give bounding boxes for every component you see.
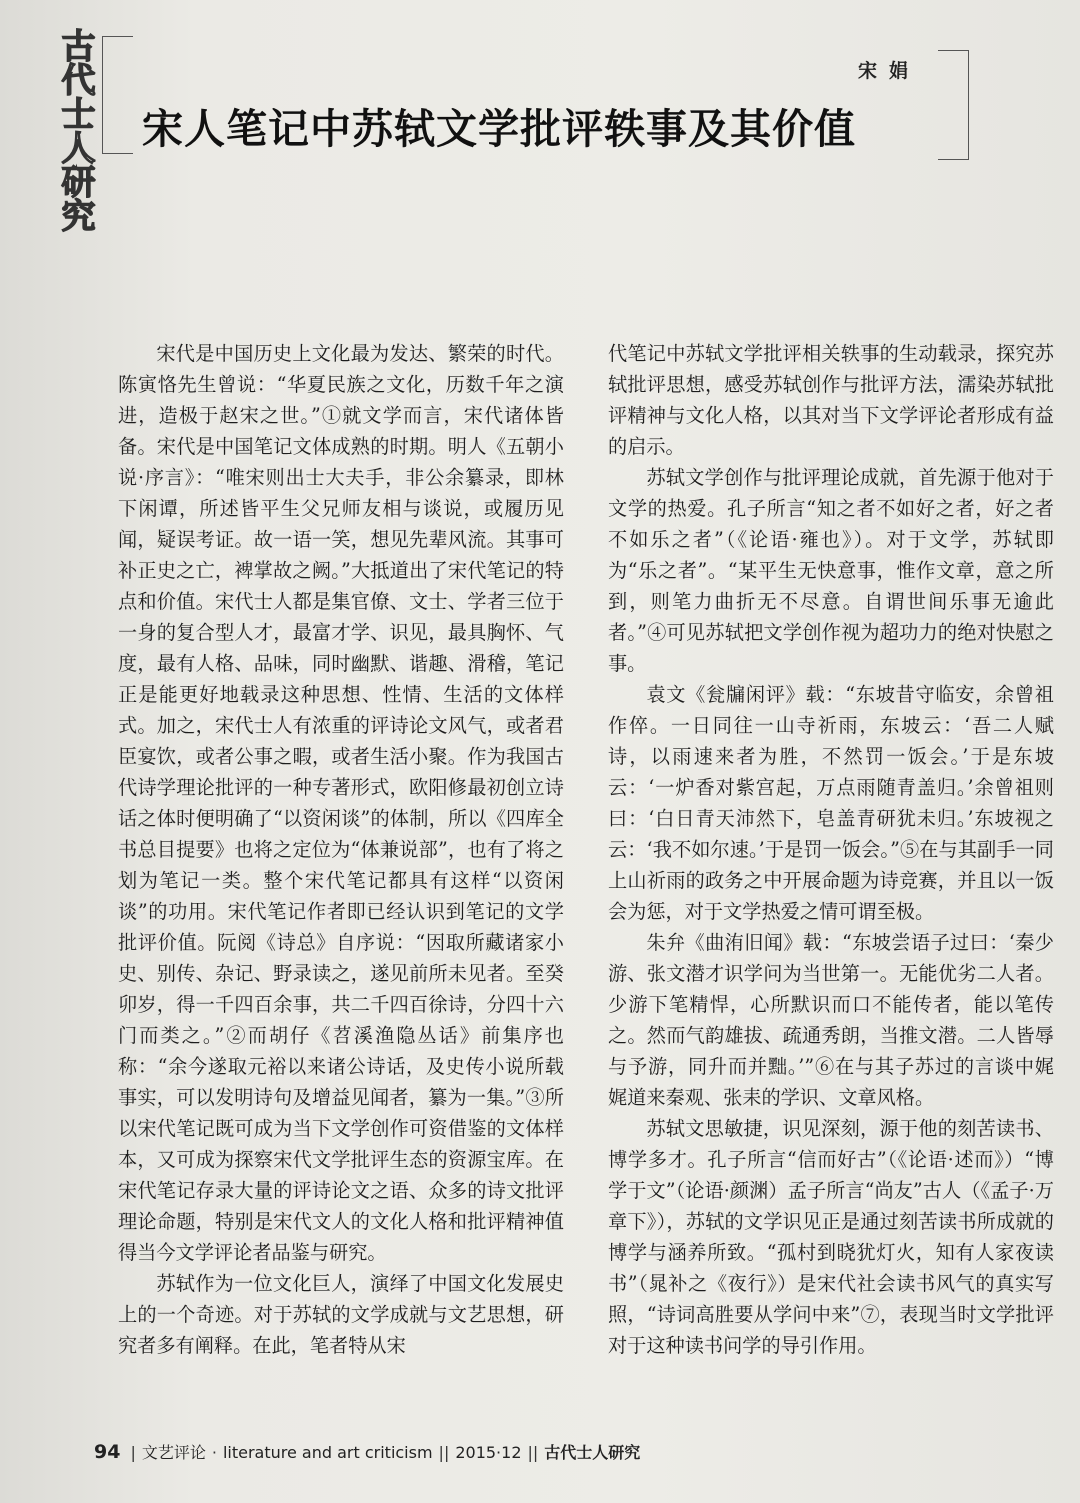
author-name: 宋娟: [858, 60, 921, 82]
paragraph: 苏轼文思敏捷，识见深刻，源于他的刻苦读书、博学多才。孔子所言“信而好古”（《论语·述而》）“博学于文”（论语·颜渊）孟子所言“尚友”古人（《孟子·万章下》），苏轼的文学识见正是通过刻苦读书所成就的博学与涵养所致。“孤村到晓犹灯火，知有人家夜读书”（晁补之《夜行》）是宋代社会读书风气的真实写照，“诗词高胜要从学问中来”⑦，表现当时文学批评对于这种读书问学的导引作用。: [608, 1117, 1054, 1357]
right-column: [608, 338, 1054, 1361]
paragraph: 代笔记中苏轼文学批评相关轶事的生动载录，探究苏轼批评思想，感受苏轼创作与批评方法，濡染苏轼批评精神与文化人格，以其对当下文学评论者形成有益的启示。: [608, 342, 1054, 458]
issue-number: 2015·12: [455, 1443, 522, 1462]
page-number: 94: [94, 1441, 121, 1463]
divider: |: [130, 1443, 136, 1462]
page-footer: [94, 1440, 640, 1463]
paragraph: 苏轼作为一位文化巨人，演绎了中国文化发展史上的一个奇迹。对于苏轼的文学成就与文艺思想，研究者多有阐释。在此，笔者特从宋: [118, 1272, 564, 1357]
journal-name-en: literature and art criticism: [222, 1443, 433, 1462]
section-tag: 古代士人研究: [55, 28, 95, 232]
journal-name-cn: 文艺评论: [141, 1443, 206, 1462]
divider: ||: [438, 1443, 450, 1462]
footer-section: 古代士人研究: [544, 1443, 641, 1462]
title-bracket-left: [102, 36, 133, 154]
dot-separator: ·: [211, 1443, 217, 1462]
paragraph: 宋代是中国历史上文化最为发达、繁荣的时代。陈寅恪先生曾说：“华夏民族之文化，历数千年之演进，造极于赵宋之世。”①就文学而言，宋代诸体皆备。宋代是中国笔记文体成熟的时期。明人《五朝小说·序言》：“唯宋则出士大夫手，非公余纂录，即林下闲谭，所述皆平生父兄师友相与谈说，或履历见闻，疑误考证。故一语一笑，想见先辈风流。其事可补正史之亡，裨掌故之阙。”大抵道出了宋代笔记的特点和价值。宋代士人都是集官僚、文士、学者三位于一身的复合型人才，最富才学、识见，最具胸怀、气度，最有人格、品味，同时幽默、谐趣、滑稽，笔记正是能更好地载录这种思想、性情、生活的文体样式。加之，宋代士人有浓重的评诗论文风气，或者君臣宴饮，或者公事之暇，或者生活小聚。作为我国古代诗学理论批评的一种专著形式，欧阳修最初创立诗话之体时便明确了“以资闲谈”的体制，所以《四库全书总目提要》也将之定位为“体兼说部”，也有了将之划为笔记一类。整个宋代笔记都具有这样“以资闲谈”的功用。宋代笔记作者即已经认识到笔记的文学批评价值。阮阅《诗总》自序说：“因取所藏诸家小史、别传、杂记、野录读之，遂见前所未见者。至癸卯岁，得一千四百余事，共二千四百徐诗，分四十六门而类之。”②而胡仔《苕溪渔隐丛话》前集序也称：“余今遂取元裕以来诸公诗话，及史传小说所载事实，可以发明诗句及增益见闻者，纂为一集。”③所以宋代笔记既可成为当下文学创作可资借鉴的文体样本，又可成为探察宋代文学批评生态的资源宝库。在宋代笔记存录大量的评诗论文之语、众多的诗文批评理论命题，特别是宋代文人的文化人格和批评精神值得当今文学评论者品鉴与研究。: [118, 342, 564, 1264]
paragraph: 袁文《瓮牖闲评》载：“东坡昔守临安，余曾祖作倅。一日同往一山寺祈雨，东坡云：‘吾二人赋诗，以雨速来者为胜，不然罚一饭会。’于是东坡云：‘一炉香对紫宫起，万点雨随青盖归。’余曾祖则曰：‘白日青天沛然下，皂盖青研犹未归。’东坡视之云：‘我不如尔速。’于是罚一饭会。”⑤在与其副手一同上山祈雨的政务之中开展命题为诗竞赛，并且以一饭会为惩，对于文学热爱之情可谓至极。: [608, 683, 1054, 923]
title-bracket-right: [938, 50, 969, 160]
left-column: [118, 338, 564, 1361]
article-title: 宋人笔记中苏轼文学批评轶事及其价值: [142, 105, 856, 153]
paragraph: 苏轼文学创作与批评理论成就，首先源于他对于文学的热爱。孔子所言“知之者不如好之者，好之者不如乐之者”（《论语·雍也》）。对于文学，苏轼即为“乐之者”。“某平生无快意事，惟作文章，意之所到，则笔力曲折无不尽意。自谓世间乐事无逾此者。”④可见苏轼把文学创作视为超功力的绝对快慰之事。: [608, 466, 1054, 675]
paragraph: 朱弁《曲洧旧闻》载：“东坡尝语子过曰：‘秦少游、张文潜才识学问为当世第一。无能优劣二人者。少游下笔精悍，心所默识而口不能传者，能以笔传之。然而气韵雄拔、疏通秀朗，当推文潜。二人皆辱与予游，同升而并黜。’”⑥在与其子苏过的言谈中娓娓道来秦观、张耒的学识、文章风格。: [608, 931, 1054, 1109]
divider: ||: [527, 1443, 539, 1462]
